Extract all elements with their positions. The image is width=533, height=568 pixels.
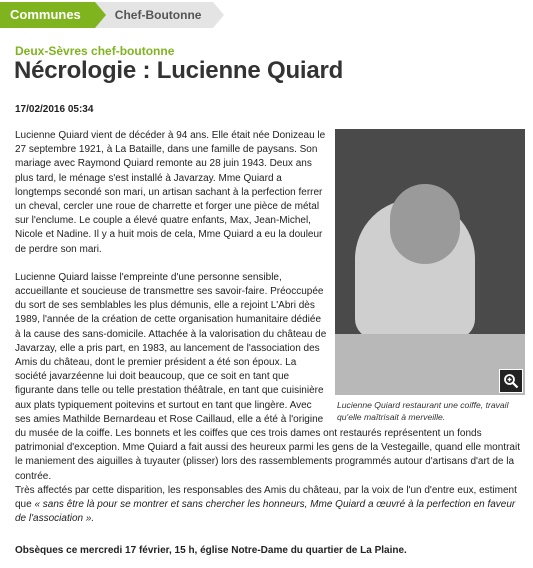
paragraph-3: [15, 484, 525, 527]
breadcrumb-chef-boutonne-link[interactable]: Chef-Boutonne: [95, 2, 214, 28]
paragraph-2: Lucienne Quiard laisse l'empreinte d'une personne sensible, accueillante et soucieuse de transmettre ses savoir-faire. Préoccupée du sort de ses semblables les plus démunis, elle a rejoint L'Abri dès 1989, l'année de la création de cette organisation humanitaire dédiée à la cause des sans-domicile. Attachée à la valorisation du château de Javarzay, elle a pris part, en 1983, au lancement de l'association des Amis du château, dont le premier président a été son époux. La société javarzéenne lui doit beaucoup, que ce soit en tant que figurante dans telle ou telle prestation théâtrale, en tant que cuisinière aux plats typiquement poitevins et surtout en tant que lingère. Avec ses amies Mathilde Bernardeau et Rose Caillaud, elle a été à l'origine du musée de la coiffe. Les bonnets et les coiffes que ces trois dames ont restaurés représentent un fonds patrimonial d'exception. Mme Quiard a fait aussi des heureux parmi les gens de la Vestegaille, quand elle montrait le maniement des aiguilles à tuyauter (plisser) lors des rassemblements programmés autour d'artisans d'art de la contrée.: [15, 271, 520, 482]
article-kicker[interactable]: Deux-Sèvres chef-boutonne: [15, 44, 175, 58]
funeral-notice: Obsèques ce mercredi 17 février, 15 h, église Notre-Dame du quartier de La Plaine.: [15, 545, 407, 556]
article-body: [15, 129, 525, 526]
breadcrumb: [0, 0, 533, 30]
breadcrumb-communes-link[interactable]: Communes: [0, 2, 95, 28]
paragraph-3-lead: Très affectés par cette disparition, les responsables des Amis du château, par la voix de l'un d'entre eux, estiment que: [15, 484, 517, 511]
paragraph-1: Lucienne Quiard vient de décéder à 94 ans. Elle était née Donizeau le 27 septembre 1921, à La Bataille, dans une famille de paysans. Son mariage avec Raymond Quiard remonte au 28 juin 1943. Deux ans plus tard, le ménage s'est installé à Javarzay. Mme Quiard a longtemps secondé son mari, un artisan sachant à la perfection ferrer un cheval, cercler une roue de charrette et forger une pièce de métal sur l'enclume. Le couple a élevé quatre enfants, Max, Jean-Michel, Nicole et Nadine. Il y a huit mois de cela, Mme Quiard a eu la douleur de perdre son mari.: [15, 130, 326, 255]
article-date: 17/02/2016 05:34: [15, 104, 94, 115]
paragraph-3-quote: « sans être là pour se montrer et sans chercher les honneurs, Mme Quiard a œuvré à la perfection en faveur de l'association ».: [15, 499, 516, 525]
article-figure: [335, 129, 525, 423]
page-title: Nécrologie : Lucienne Quiard: [14, 57, 344, 84]
zoom-in-icon[interactable]: [499, 369, 523, 393]
article-photo[interactable]: [335, 129, 525, 395]
photo-caption: Lucienne Quiard restaurant une coiffe, travail qu'elle maîtrisait à merveille.: [337, 400, 509, 422]
photo-head-shape: [390, 184, 460, 264]
photo-table-shape: [335, 334, 525, 395]
